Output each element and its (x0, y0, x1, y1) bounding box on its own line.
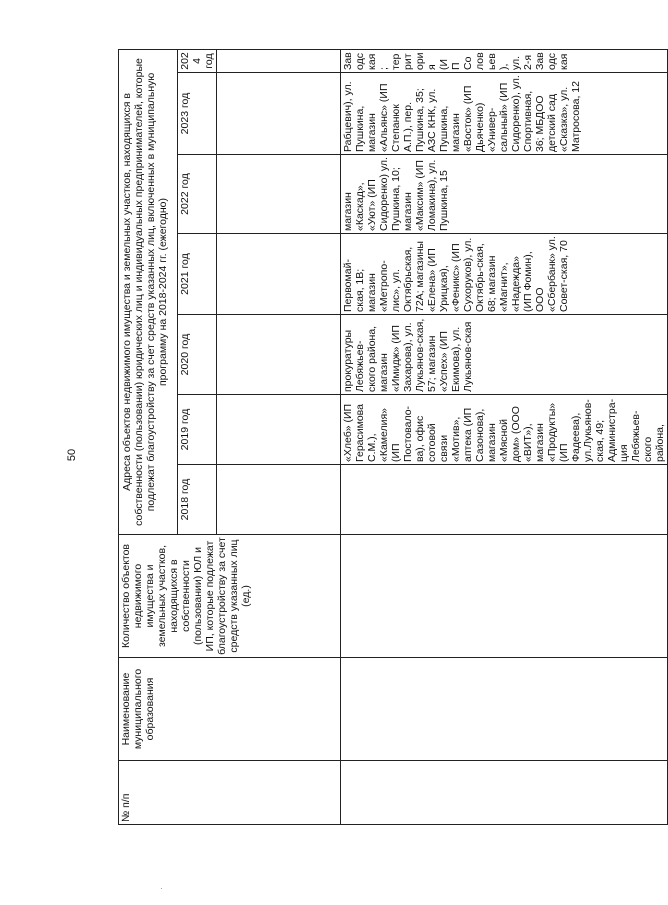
year-2019-header: 2019 год (178, 395, 217, 465)
address-cell-2018 (341, 465, 668, 535)
address-cell-2023: Рабцевич), ул. Пушкина, магазин «Альянс» (ИП Степанюк А.П.), пер. Пушкина, 35; АЗС КНК, ул. Пушкина, магазин «Восток» (ИП Дьяченко) «Универ-сальный» (ИП Сидоренко), ул. Спортивная, 36; МБДОО детский сад «Сказка», ул. Матросова, 12 (341, 73, 668, 155)
header-num: № п/п (119, 761, 341, 825)
table-row (341, 50, 668, 825)
year-2020-header: 2020 год (178, 315, 217, 395)
addresses-table (118, 49, 668, 825)
address-cell-2021: Первомай-ская, 1В; магазин «Метропо-лис», ул. Октябрьская, 72А; магазины «Елена» (ИП Урицкая), «Феникс» (ИП Сухоруков), ул. Октябрь-ская, 68; магазин «Магнит», «Надежда» (ИП Фомин), ООО «Сбербанк» ул. Совет-ская, 70 (341, 234, 668, 315)
row-num (341, 761, 668, 825)
row-municipality (341, 658, 668, 761)
blank-cell-2021 (217, 234, 341, 315)
year-2021-header: 2021 год (178, 234, 217, 315)
header-addresses-group: Адреса объектов недвижимого имущества и земельных участков, находящихся в собственности (пользовании) юридических лиц и индивидуальных предпринимателей, которые подлежат благоустройству за счет средств указанных лиц, включенных в муниципальную программу на 2018-2024 гг. (ежегодно) (119, 50, 178, 535)
header-row-1 (119, 50, 178, 825)
page-number: 50 (66, 448, 78, 462)
blank-cell-2020 (217, 315, 341, 395)
scan-speck: · (160, 884, 163, 893)
address-cell-2024: Заводская; территория (ИП Соловьев), ул. 2-я Заводская (341, 50, 668, 73)
year-2018-header: 2018 год (178, 465, 217, 535)
address-cell-2022: магазин «Каскад», «Уют» (ИП Сидоренко) ул. Пушкина, 10; магазин «Максим» (ИП Ломакина), ул. Пушкина, 15 (341, 155, 668, 234)
blank-cell-2022 (217, 155, 341, 234)
address-cell-2019: «Хлеб» (ИП Герасимова С.М.), «Камелия» (ИП Постовало-ва), офис сотовой связи «Мотив», аптека (ИП Сазонова), магазин «Мясной дом» (ООО «ВИТ»), магазин «Продукты» (ИП Фадеева), ул.Лукьянов-ская, 49; Администра-ция Лебяжьев-ского района, (341, 395, 668, 465)
blank-cell-2019 (217, 395, 341, 465)
blank-cell-2023 (217, 73, 341, 155)
header-municipality: Наименование муниципального образования (119, 658, 341, 761)
year-2024-header: 2024 год (178, 50, 217, 73)
blank-cell-2018 (217, 465, 341, 535)
address-cell-2020: прокуратуры Лебяжьев-ского района, магазин «Имидж» (ИП Захарова), ул. Лукьянов-ская, 57; магазин «Успех» (ИП Екимова), ул. Лукьянов-ская (341, 315, 668, 395)
rotated-table-wrapper (118, 50, 666, 825)
row-object-count (341, 535, 668, 658)
header-object-count: Количество объектов недвижимого имущества и земельных участков, находящихся в собственности (пользовании) ЮЛ и ИП, которые подлежат благоустройству за счет средств указанных лиц (ед.) (119, 535, 341, 658)
blank-cell-2024 (217, 50, 341, 73)
year-2022-header: 2022 год (178, 155, 217, 234)
year-2023-header: 2023 год (178, 73, 217, 155)
